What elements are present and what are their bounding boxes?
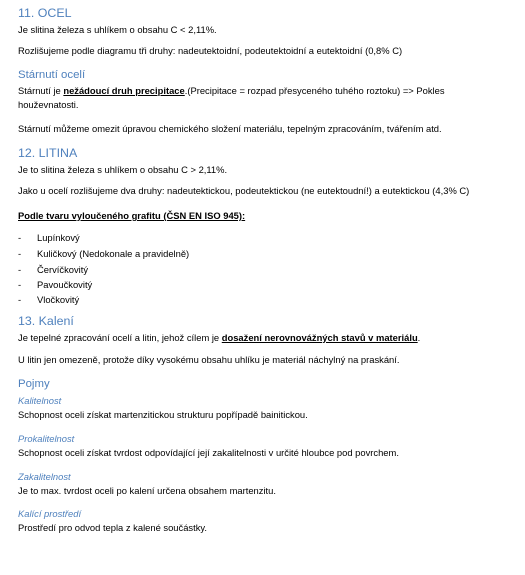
kaleni-castiron: U litin jen omezeně, protože díky vysokému obsahu uhlíku je materiál náchylný na praskání. xyxy=(18,354,400,365)
kaleni-definition xyxy=(18,332,420,344)
heading-kaleni: 13. Kalení xyxy=(18,314,74,328)
kaleni-text-post: . xyxy=(417,332,421,343)
starnuti-text-post: .(Precipitace = rozpad přesyceného tuhého roztoku) => Pokles xyxy=(184,85,445,96)
heading-ocel: 11. OCEL xyxy=(18,6,72,20)
heading-litina: 12. LITINA xyxy=(18,146,78,160)
ocel-types: Rozlišujeme podle diagramu tři druhy: nadeutektoidní, podeutektoidní a eutektoidní (0,8% C) xyxy=(18,45,403,56)
graphite-item-label: Pavoučkovitý xyxy=(37,279,93,290)
starnuti-text-pre: Stárnutí je xyxy=(18,85,64,96)
term-definition: Schopnost oceli získat tvrdost odpovídající její zakalitelnosti v určité hloubce pod povrchem. xyxy=(18,447,399,458)
heading-starnuti: Stárnutí ocelí xyxy=(18,69,86,81)
ocel-definition: Je slitina železa s uhlíkem o obsahu C < 2,11%. xyxy=(18,24,217,35)
list-dash: - xyxy=(18,248,22,259)
term-prokalitelnost: Prokalitelnost xyxy=(18,433,75,444)
list-dash: - xyxy=(18,264,22,275)
litina-types: Jako u ocelí rozlišujeme dva druhy: nadeutektickou, podeutektickou (ne eutektoudní!) a eutektickou (4,3% C) xyxy=(18,185,470,196)
term-definition: Prostředí pro odvod tepla z kalené součástky. xyxy=(18,522,207,533)
list-dash: - xyxy=(18,294,22,305)
graphite-item xyxy=(18,279,92,291)
term-kalici-prostredi: Kalící prostředí xyxy=(18,508,82,519)
kaleni-text-pre: Je tepelné zpracování ocelí a litin, jehož cílem je xyxy=(18,332,222,343)
graphite-item-label: Vločkovitý xyxy=(37,294,80,305)
graphite-item xyxy=(18,248,189,260)
term-zakalitelnost: Zakalitelnost xyxy=(18,471,71,482)
list-dash: - xyxy=(18,279,22,290)
graphite-item xyxy=(18,232,80,244)
graphite-item-label: Lupínkový xyxy=(37,232,80,243)
kaleni-emphasis: dosažení nerovnovážných stavů v materiálu xyxy=(221,332,418,343)
starnuti-line-2: houževnatosti. xyxy=(18,99,79,110)
graphite-item-label: Kuličkový (Nedokonale a pravidelně) xyxy=(37,248,190,259)
term-definition: Je to max. tvrdost oceli po kalení určena obsahem martenzitu. xyxy=(18,485,276,496)
graphite-heading: Podle tvaru vyloučeného grafitu (ČSN EN ISO 945): xyxy=(18,210,246,221)
term-definition: Schopnost oceli získat martenzitickou strukturu popřípadě bainitickou. xyxy=(18,409,308,420)
litina-definition: Je to slitina železa s uhlíkem o obsahu C > 2,11%. xyxy=(18,164,228,175)
heading-pojmy: Pojmy xyxy=(18,378,50,390)
list-dash: - xyxy=(18,232,22,243)
starnuti-line-1 xyxy=(18,85,445,97)
starnuti-limit: Stárnutí můžeme omezit úpravou chemického složení materiálu, tepelným zpracováním, tvářením atd. xyxy=(18,123,442,134)
term-kalitelnost: Kalitelnost xyxy=(18,395,62,406)
graphite-item xyxy=(18,264,88,276)
starnuti-emphasis: nežádoucí druh precipitace xyxy=(63,85,185,96)
graphite-item-label: Červíčkovitý xyxy=(37,264,89,275)
graphite-item xyxy=(18,294,79,306)
